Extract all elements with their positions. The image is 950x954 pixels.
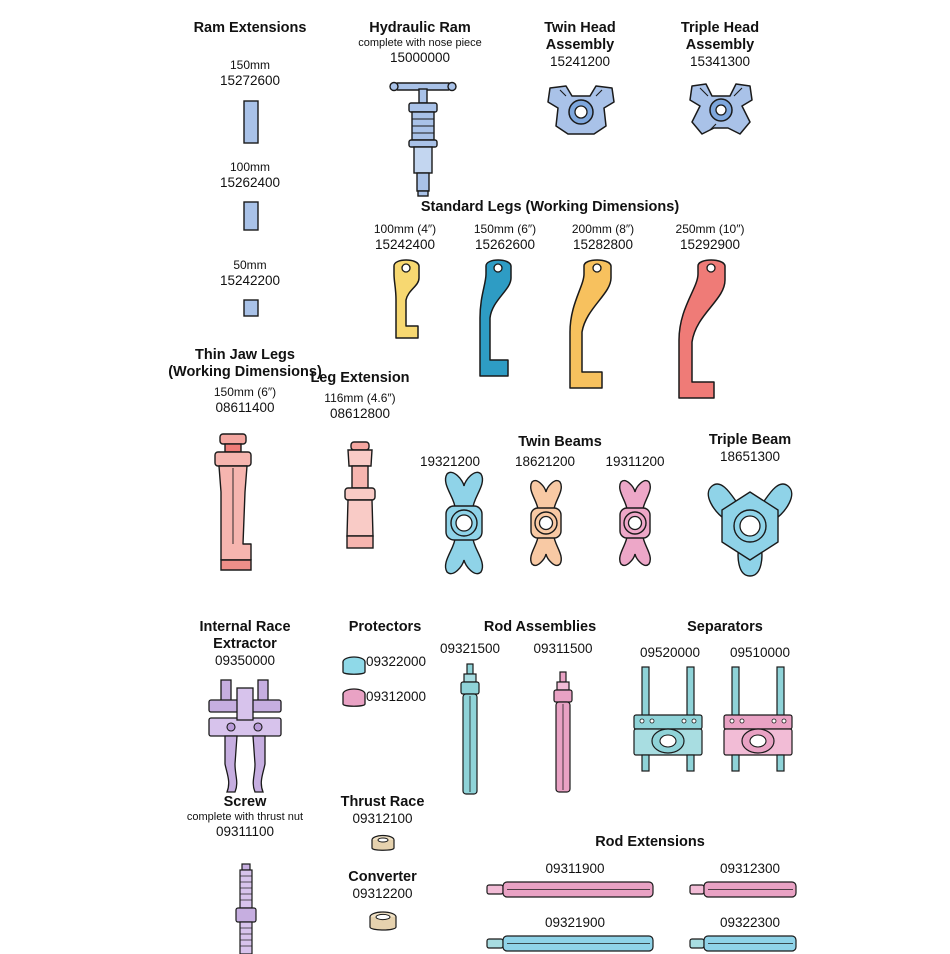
standard-leg-250-dim: 250mm (10″) [675, 222, 745, 236]
thin-jaw-dim: 150mm (6″) [213, 385, 277, 399]
twin-beams-title: Twin Beams [518, 434, 602, 450]
ram-extension-150-figure [241, 100, 261, 144]
triple-beam-figure [692, 480, 808, 580]
standard-leg-150 [450, 222, 560, 253]
ram-extension-100-dim: 100mm [229, 160, 270, 174]
triple-head-figure [680, 82, 762, 144]
screw-figure [234, 864, 258, 954]
twin-head-title-2: Assembly [545, 37, 615, 53]
rod-assembly-2 [518, 641, 608, 657]
separator-2-figure [718, 665, 798, 773]
rod-extension-1-figure [487, 880, 657, 900]
rod-extension-3-code: 09321900 [544, 915, 606, 930]
protector-2-code: 09312000 [366, 689, 427, 704]
standard-leg-200 [548, 222, 658, 253]
triple-beam-code: 18651300 [719, 449, 781, 464]
rod-assembly-2-figure [553, 670, 573, 796]
separator-2-code: 09510000 [729, 645, 791, 660]
standard-leg-100-dim: 100mm (4″) [373, 222, 437, 236]
group-ram-extensions [170, 20, 330, 37]
ram-extension-100-code: 15262400 [219, 175, 281, 190]
separators-title: Separators [687, 619, 763, 635]
group-converter [325, 869, 440, 902]
ram-extension-150-code: 15272600 [219, 73, 281, 88]
separator-2 [700, 645, 820, 661]
ram-extensions-title: Ram Extensions [193, 20, 307, 36]
rod-assembly-1 [425, 641, 515, 657]
twin-beam-2 [495, 454, 595, 470]
standard-leg-250 [650, 222, 770, 253]
screw-subtitle: complete with thrust nut [186, 811, 304, 823]
twin-beam-1 [400, 454, 500, 470]
twin-head-title-1: Twin Head [544, 20, 616, 36]
ram-extension-50-dim: 50mm [233, 258, 267, 272]
hydraulic-ram-title: Hydraulic Ram [369, 20, 471, 36]
rod-extension-2-figure [690, 880, 800, 900]
twin-beam-2-code: 18621200 [514, 454, 576, 469]
standard-leg-200-code: 15282800 [572, 237, 634, 252]
standard-leg-150-dim: 150mm (6″) [473, 222, 537, 236]
triple-beam-title: Triple Beam [708, 432, 792, 448]
ram-extension-150 [180, 58, 320, 89]
twin-beam-3 [585, 454, 685, 470]
triple-head-title-1: Triple Head [680, 20, 760, 36]
ram-extension-50 [180, 258, 320, 289]
separator-1-code: 09520000 [639, 645, 701, 660]
group-leg-extension [295, 370, 425, 422]
group-twin-head-assembly [510, 20, 650, 70]
protector-2-code-wrap [330, 689, 516, 705]
group-rod-assemblies [455, 619, 625, 636]
triple-head-title-2: Assembly [685, 37, 755, 53]
standard-leg-100-code: 15242400 [374, 237, 436, 252]
group-separators [645, 619, 805, 636]
thrust-race-figure [368, 834, 398, 856]
internal-race-extractor-figure [203, 678, 287, 800]
rod-extension-1-code: 09311900 [545, 861, 605, 876]
twin-beam-2-figure [524, 478, 568, 568]
hydraulic-ram-figure [385, 78, 461, 198]
protector-1-code: 09322000 [366, 654, 427, 669]
group-triple-head-assembly [650, 20, 790, 70]
standard-leg-250-code: 15292900 [679, 237, 741, 252]
rod-extension-1 [515, 861, 635, 877]
group-triple-beam [680, 432, 820, 465]
twin-head-code: 15241200 [549, 54, 611, 69]
standard-leg-100-figure [388, 256, 428, 342]
screw-code: 09311100 [215, 824, 275, 839]
hydraulic-ram-subtitle: complete with nose piece [358, 37, 482, 49]
rod-extension-3-figure [487, 934, 657, 954]
standard-leg-200-figure [568, 256, 626, 392]
protectors-title: Protectors [348, 619, 422, 635]
internal-race-title-1: Internal Race [199, 619, 291, 635]
rod-extension-3 [515, 915, 635, 931]
twin-beam-1-figure [437, 470, 491, 576]
ram-extension-50-figure [241, 299, 261, 317]
rod-extension-4-code: 09322300 [719, 915, 781, 930]
converter-title: Converter [348, 869, 417, 885]
thrust-race-title: Thrust Race [340, 794, 425, 810]
ram-extension-100 [180, 160, 320, 191]
converter-code: 09312200 [352, 886, 413, 901]
ram-extension-100-figure [241, 201, 261, 231]
hydraulic-ram-code: 15000000 [389, 50, 451, 65]
thin-jaw-code: 08611400 [215, 400, 275, 415]
internal-race-title-2: Extractor [213, 636, 277, 652]
group-hydraulic-ram [340, 20, 500, 66]
thrust-race-code: 09312100 [352, 811, 413, 826]
thin-jaw-title-1: Thin Jaw Legs [195, 347, 295, 363]
group-screw [170, 794, 320, 840]
standard-leg-150-code: 15262600 [474, 237, 536, 252]
rod-assembly-2-code: 09311500 [533, 641, 593, 656]
separator-1-figure [628, 665, 708, 773]
leg-extension-title: Leg Extension [310, 370, 410, 386]
twin-beam-1-code: 19321200 [419, 454, 481, 469]
group-rod-extensions [545, 834, 755, 851]
rod-extension-4 [690, 915, 810, 931]
leg-extension-figure [335, 440, 385, 552]
triple-head-code: 15341300 [689, 54, 751, 69]
standard-leg-200-dim: 200mm (8″) [571, 222, 635, 236]
rod-extension-2 [690, 861, 810, 877]
group-thrust-race [325, 794, 440, 827]
ram-extension-50-code: 15242200 [219, 273, 281, 288]
rod-assembly-1-figure [459, 662, 481, 798]
converter-figure [366, 910, 400, 936]
rod-assemblies-title: Rod Assemblies [483, 619, 597, 635]
leg-extension-dim: 116mm (4.6″) [324, 391, 396, 405]
standard-leg-150-figure [478, 256, 524, 382]
leg-extension-code: 08612800 [329, 406, 391, 421]
twin-beam-3-code: 19311200 [605, 454, 665, 469]
rod-assembly-1-code: 09321500 [439, 641, 501, 656]
rod-extension-2-code: 09312300 [719, 861, 781, 876]
group-standard-legs [350, 199, 750, 216]
twin-head-figure [542, 82, 620, 140]
group-protectors [330, 619, 440, 636]
thin-jaw-title-2: (Working Dimensions) [168, 364, 322, 380]
thin-jaw-figure [207, 432, 263, 574]
standard-leg-100 [350, 222, 460, 253]
rod-extension-4-figure [690, 934, 800, 954]
twin-beam-3-figure [613, 478, 657, 568]
standard-leg-250-figure [676, 256, 738, 402]
screw-title: Screw [223, 794, 267, 810]
group-twin-beams [460, 434, 660, 451]
standard-legs-title: Standard Legs (Working Dimensions) [420, 199, 680, 215]
group-internal-race-extractor [170, 619, 320, 669]
rod-extensions-title: Rod Extensions [595, 834, 705, 850]
ram-extension-150-dim: 150mm [229, 58, 270, 72]
internal-race-code: 09350000 [214, 653, 276, 668]
